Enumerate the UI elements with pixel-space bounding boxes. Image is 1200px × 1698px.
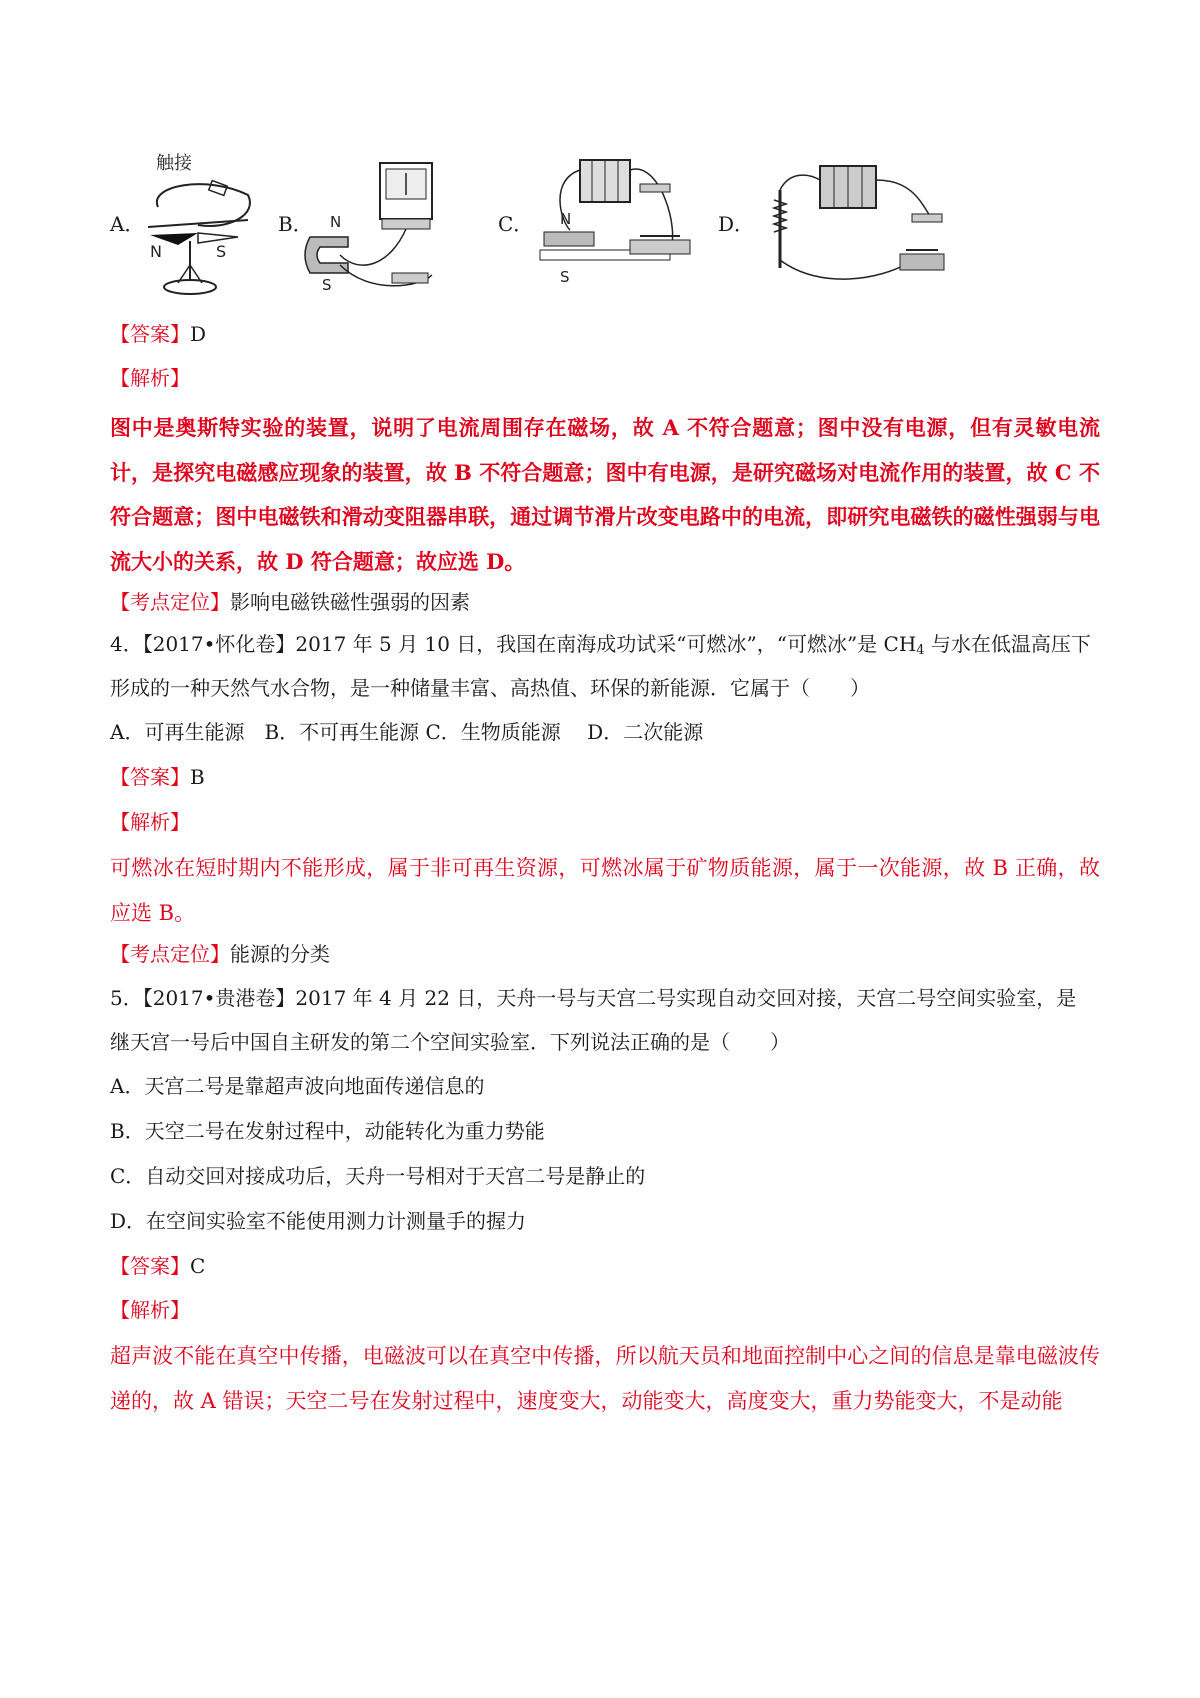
q3-analysis-tag: 【解析】 bbox=[110, 366, 190, 390]
fig-c-s: S bbox=[560, 268, 570, 286]
q3-answer bbox=[110, 320, 206, 348]
fig-a-s: S bbox=[216, 242, 227, 261]
fig-a-n: N bbox=[150, 242, 162, 261]
q3-point-tag: 【考点定位】 bbox=[110, 590, 230, 614]
q4-stem-line2: 形成的一种天然气水合物，是一种储量丰富、高热值、环保的新能源．它属于（ ） bbox=[110, 676, 870, 700]
q4-analysis-text: 可燃冰在短时期内不能形成，属于非可再生资源，可燃冰属于矿物质能源，属于一次能源，故 B 正确，故应选 B。 bbox=[110, 856, 1100, 925]
q5-option-a: A．天宫二号是靠超声波向地面传递信息的 bbox=[110, 1074, 485, 1098]
fig-b-n: N bbox=[330, 213, 342, 231]
q4-stem-suffix: 与水在低温高压下 bbox=[924, 632, 1091, 656]
figure-d-electromagnet bbox=[760, 150, 960, 294]
q5-stem-line2: 继天宫一号后中国自主研发的第二个空间实验室．下列说法正确的是（ ） bbox=[110, 1030, 790, 1054]
option-c-label: C． bbox=[498, 212, 534, 236]
q5-option-d: D．在空间实验室不能使用测力计测量手的握力 bbox=[110, 1209, 527, 1233]
q3-answer-tag: 【答案】 bbox=[110, 322, 190, 346]
figure-c-motor bbox=[530, 150, 700, 304]
q5-answer-value: C bbox=[190, 1254, 206, 1278]
q3-point-value: 影响电磁铁磁性强弱的因素 bbox=[230, 590, 470, 614]
q4-point bbox=[110, 940, 330, 968]
option-a-label: A． bbox=[110, 212, 145, 236]
q4-stem-line1 bbox=[110, 630, 1091, 665]
figure-a-oersted bbox=[138, 145, 258, 304]
q4-analysis-tag: 【解析】 bbox=[110, 810, 190, 834]
fig-c-n: N bbox=[560, 210, 572, 228]
figure-b-galvanometer bbox=[300, 155, 460, 304]
q5-answer bbox=[110, 1252, 205, 1280]
q5-answer-tag: 【答案】 bbox=[110, 1254, 190, 1278]
option-b-label: B． bbox=[278, 212, 313, 236]
q3-answer-value: D bbox=[190, 322, 207, 346]
q5-analysis-text: 超声波不能在真空中传播，电磁波可以在真空中传播，所以航天员和地面控制中心之间的信息是靠电磁波传递的，故 A 错误；天空二号在发射过程中，速度变大，动能变大，高度变大，重力势能变大，不是动能 bbox=[110, 1344, 1100, 1413]
q5-analysis-heading bbox=[110, 1296, 190, 1324]
q4-answer-value: B bbox=[190, 765, 205, 789]
q4-point-value: 能源的分类 bbox=[230, 942, 330, 966]
q5-option-b: B．天空二号在发射过程中，动能转化为重力势能 bbox=[110, 1119, 545, 1143]
q4-stem-sub: 4 bbox=[916, 643, 925, 658]
fig-b-s: S bbox=[322, 276, 332, 294]
option-d-label: D． bbox=[718, 212, 755, 236]
q5-stem-line1: 5．【2017•贵港卷】2017 年 4 月 22 日，天舟一号与天宫二号实现自动交回对接，天宫二号空间实验室，是 bbox=[110, 986, 1077, 1010]
q4-options: A．可再生能源 B．不可再生能源 C．生物质能源 D．二次能源 bbox=[110, 720, 704, 744]
q4-point-tag: 【考点定位】 bbox=[110, 942, 230, 966]
q5-analysis-tag: 【解析】 bbox=[110, 1298, 190, 1322]
q3-analysis-text: 图中是奥斯特实验的装置，说明了电流周围存在磁场，故 A 不符合题意；图中没有电源，但有灵敏电流计，是探究电磁感应现象的装置，故 B 不符合题意；图中有电源，是研究磁场对电流作用的装置，故 C 不符合题意；图中电磁铁和滑动变阻器串联，通过调节滑片改变电路中的电流，即研究电磁铁的磁性强弱与电流大小的关系，故 D 符合题意；故应选 D。 bbox=[110, 415, 1100, 574]
q4-answer bbox=[110, 763, 205, 791]
q4-stem-prefix: 4．【2017•怀化卷】2017 年 5 月 10 日，我国在南海成功试采“可燃冰”，“可燃冰”是 CH bbox=[110, 632, 917, 656]
q4-answer-tag: 【答案】 bbox=[110, 765, 190, 789]
q5-option-c: C．自动交回对接成功后，天舟一号相对于天宫二号是静止的 bbox=[110, 1164, 646, 1188]
fig-a-touch-label: 触接 bbox=[156, 153, 192, 174]
q3-analysis-heading bbox=[110, 364, 190, 392]
q3-point bbox=[110, 588, 470, 616]
q4-analysis-heading bbox=[110, 808, 190, 836]
